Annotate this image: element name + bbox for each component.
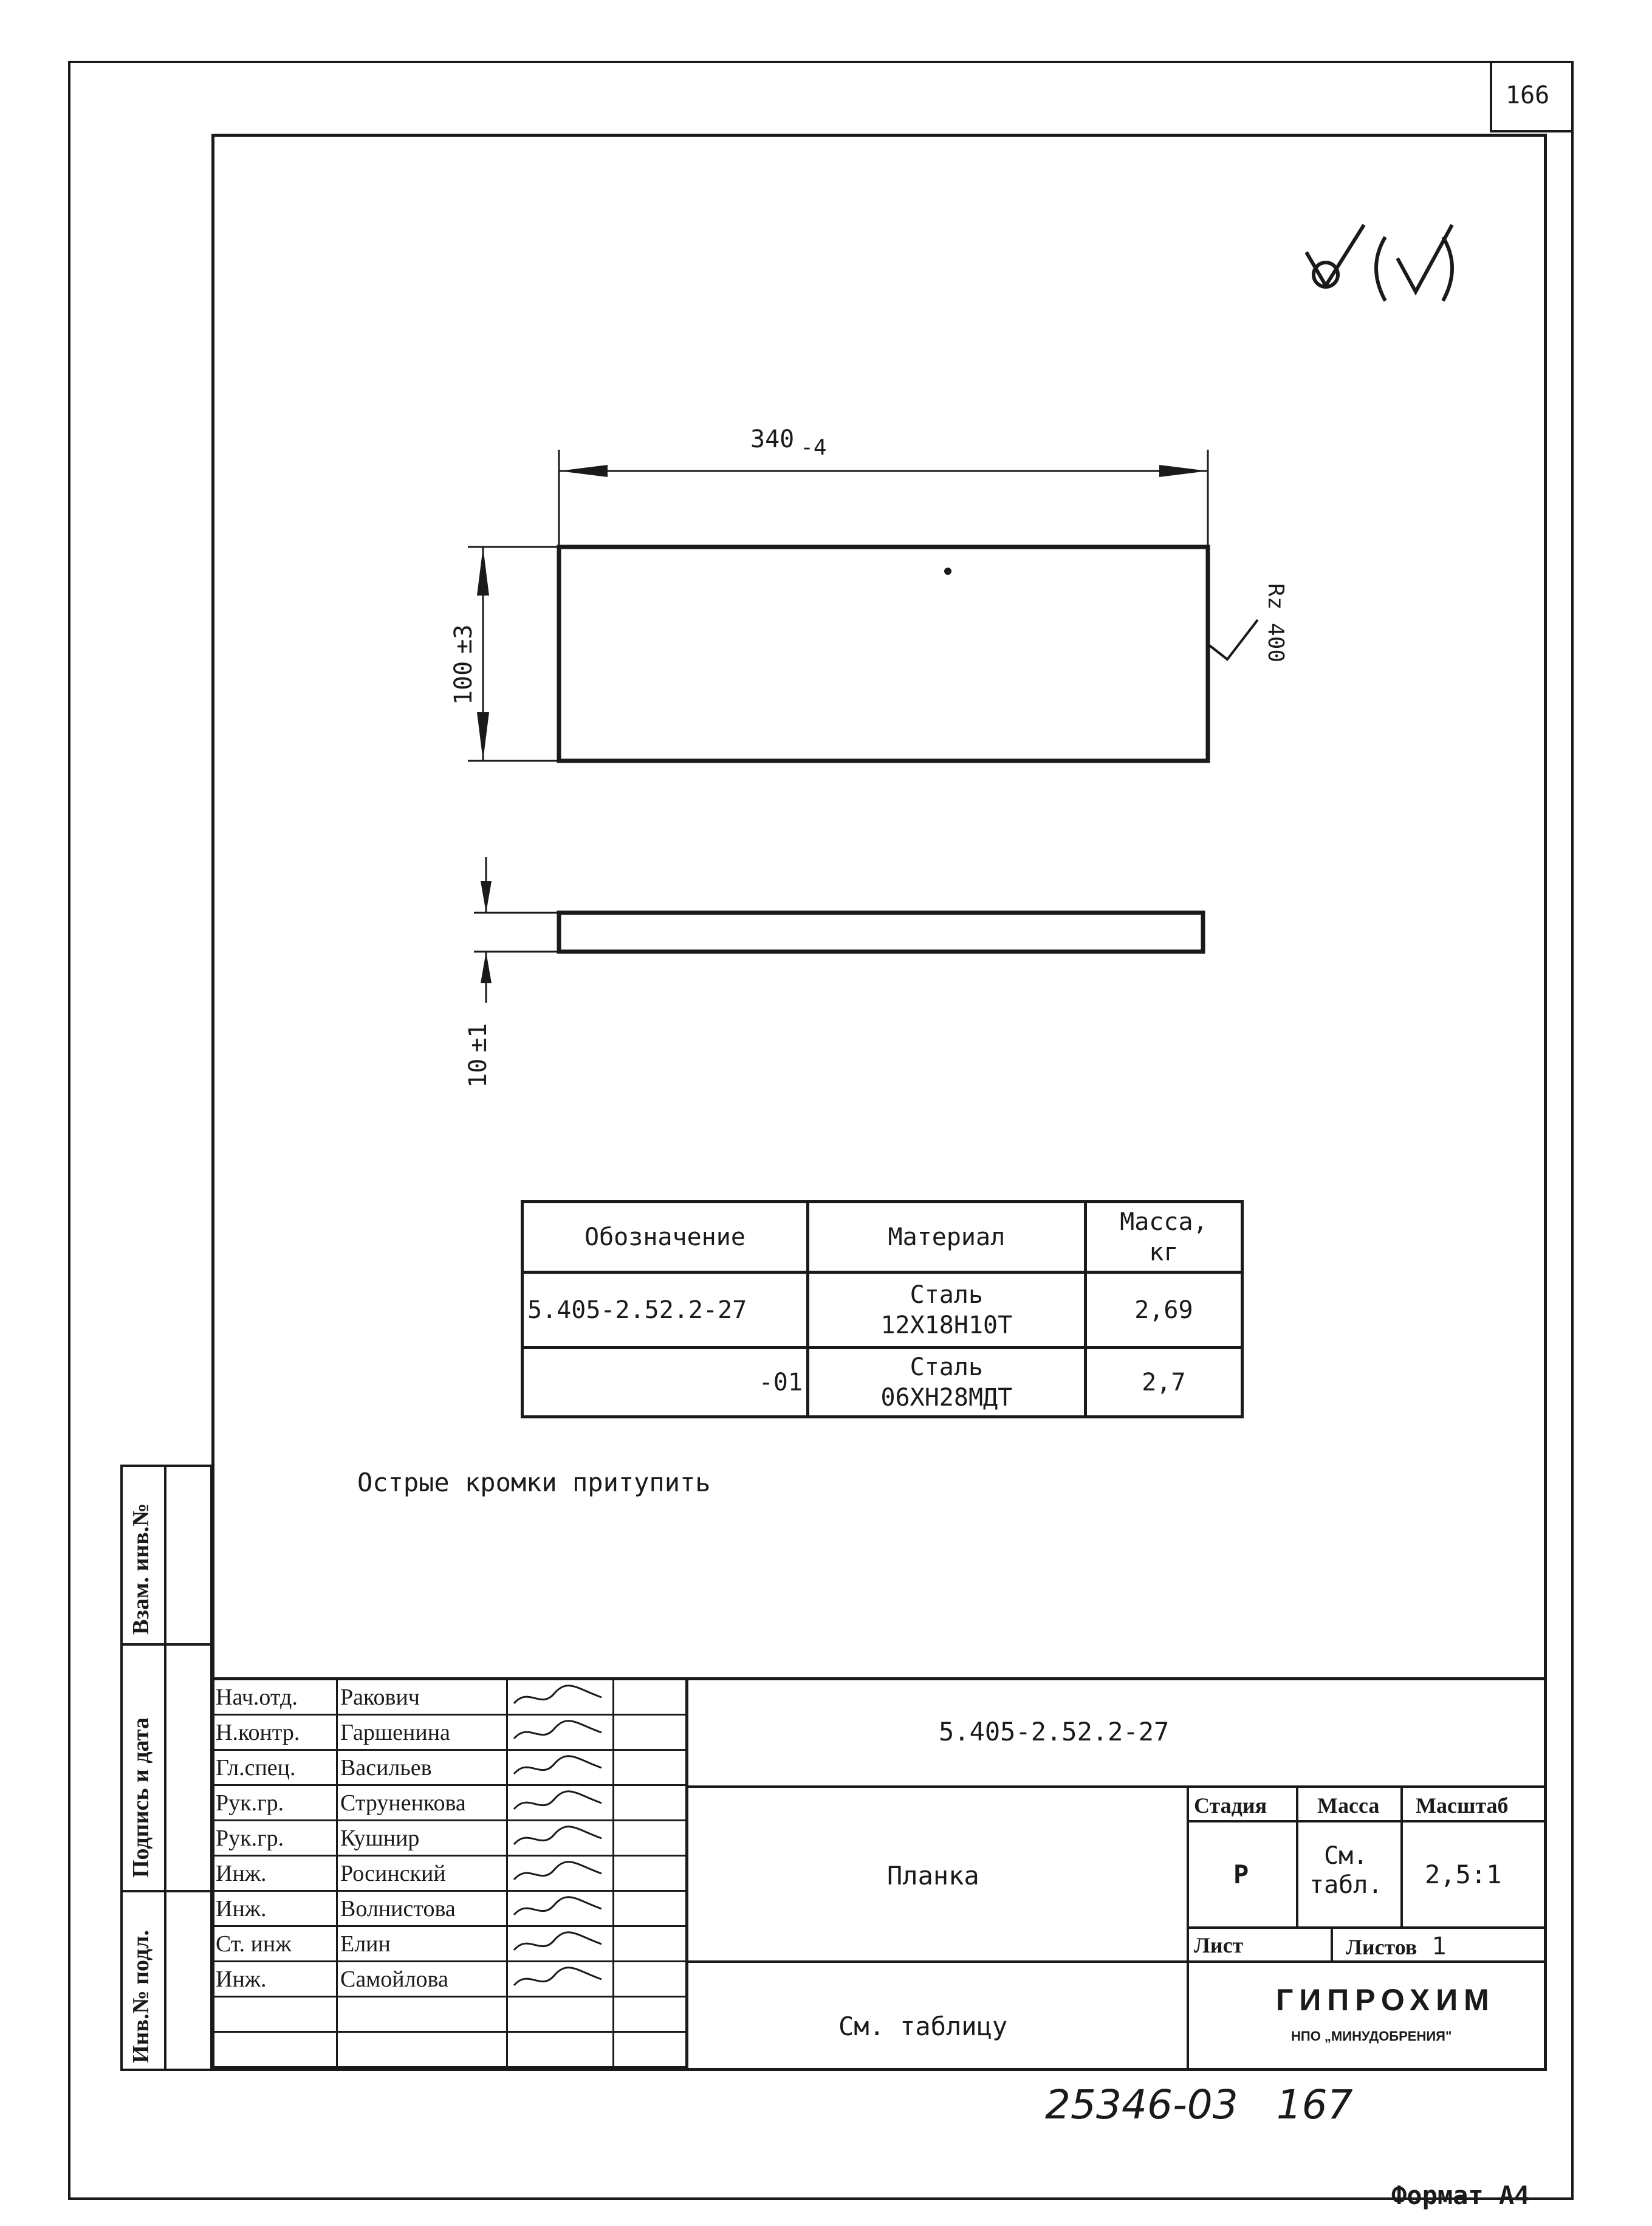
personnel-signature xyxy=(507,1715,614,1750)
personnel-name: Струненкова xyxy=(337,1785,507,1821)
personnel-signature xyxy=(507,1856,614,1891)
table-row xyxy=(213,1926,688,1962)
table-row xyxy=(213,1962,688,1997)
table-row xyxy=(213,1997,688,2032)
roughness-general-symbol xyxy=(1300,201,1482,322)
scale-value: 2,5:1 xyxy=(1425,1860,1502,1889)
personnel-signature xyxy=(507,1962,614,1997)
spec-mass: 2,69 xyxy=(1085,1273,1242,1348)
spec-material: Сталь 06ХН28МДТ xyxy=(807,1348,1085,1417)
personnel-name: Самойлова xyxy=(337,1962,507,1997)
tb-line xyxy=(1187,1926,1547,1929)
personnel-role: Инж. xyxy=(213,1962,337,1997)
length-dimension: 340 -4 xyxy=(750,425,827,460)
personnel-date xyxy=(614,1926,688,1962)
personnel-name: Гаршенина xyxy=(337,1715,507,1750)
width-dimension: 100±3 xyxy=(450,624,478,705)
personnel-role: Ст. инж xyxy=(213,1926,337,1962)
spec-designation: -01 xyxy=(523,1348,808,1417)
table-row xyxy=(213,1856,688,1891)
personnel-date xyxy=(614,1856,688,1891)
personnel-date xyxy=(614,1962,688,1997)
side-stamp-sign-date: Подпись и дата xyxy=(128,1717,154,1878)
personnel-signature xyxy=(507,1750,614,1785)
tb-line xyxy=(1400,1785,1403,1926)
roughness-label: Rz 400 xyxy=(1263,583,1288,663)
spec-header-material: Материал xyxy=(807,1202,1085,1273)
personnel-date xyxy=(614,1715,688,1750)
personnel-signature xyxy=(507,1680,614,1715)
personnel-name: Васильев xyxy=(337,1750,507,1785)
mass-label: Масса xyxy=(1317,1793,1380,1818)
side-stamp-divider xyxy=(120,1890,213,1892)
side-stamp-inv-orig: Инв.№ подл. xyxy=(128,1929,154,2063)
empty-cell xyxy=(507,2032,614,2067)
personnel-role: Рук.гр. xyxy=(213,1821,337,1856)
personnel-name: Росинский xyxy=(337,1856,507,1891)
personnel-name: Волнистова xyxy=(337,1891,507,1926)
empty-cell xyxy=(213,1997,337,2032)
personnel-role: Н.контр. xyxy=(213,1715,337,1750)
page-number: 166 xyxy=(1506,81,1550,109)
personnel-signature xyxy=(507,1891,614,1926)
table-row xyxy=(213,1750,688,1785)
handwritten-archive-number: 25346-03 167 xyxy=(1045,2081,1353,2128)
tb-line xyxy=(1296,1785,1298,1926)
personnel-name: Елин xyxy=(337,1926,507,1962)
personnel-role: Рук.гр. xyxy=(213,1785,337,1821)
side-stamp-divider xyxy=(164,1465,166,2071)
table-row xyxy=(213,1891,688,1926)
org-name: ГИПРОХИМ xyxy=(1276,1983,1495,2017)
spec-designation: 5.405-2.52.2-27 xyxy=(523,1273,808,1348)
table-row xyxy=(213,2032,688,2067)
spec-table xyxy=(521,1200,1244,1418)
spec-header-designation: Обозначение xyxy=(523,1202,808,1273)
personnel-role: Инж. xyxy=(213,1856,337,1891)
personnel-name: Кушнир xyxy=(337,1821,507,1856)
title-designation: 5.405-2.52.2-27 xyxy=(939,1717,1170,1747)
personnel-date xyxy=(614,1680,688,1715)
table-row xyxy=(523,1348,1242,1417)
table-row xyxy=(213,1785,688,1821)
technical-note: Острые кромки притупить xyxy=(357,1468,711,1497)
format-label: Формат А4 xyxy=(1391,2180,1530,2210)
personnel-date xyxy=(614,1785,688,1821)
personnel-date xyxy=(614,1891,688,1926)
material-reference: См. таблицу xyxy=(838,2011,1008,2041)
tb-line xyxy=(685,1785,1547,1788)
spec-header-mass: Масса, кг xyxy=(1085,1202,1242,1273)
table-row xyxy=(213,1715,688,1750)
mass-value: См. табл. xyxy=(1309,1842,1383,1899)
tb-line xyxy=(685,1960,1547,1963)
empty-cell xyxy=(337,2032,507,2067)
plate-side-view xyxy=(462,857,1282,1003)
personnel-table xyxy=(211,1678,688,2068)
personnel-signature xyxy=(507,1821,614,1856)
tb-line xyxy=(1331,1926,1333,1962)
side-stamp-divider xyxy=(120,1643,213,1646)
personnel-name: Ракович xyxy=(337,1680,507,1715)
personnel-role: Гл.спец. xyxy=(213,1750,337,1785)
tb-line xyxy=(1187,1820,1547,1822)
org-subtitle: НПО „МИНУДОБРЕНИЯ" xyxy=(1291,2028,1452,2044)
stage-label: Стадия xyxy=(1194,1793,1267,1818)
empty-cell xyxy=(507,1997,614,2032)
spec-material: Сталь 12Х18Н10Т xyxy=(807,1273,1085,1348)
empty-cell xyxy=(614,1997,688,2032)
table-row xyxy=(523,1273,1242,1348)
personnel-role: Инж. xyxy=(213,1891,337,1926)
thickness-dimension: 10±1 xyxy=(464,1023,492,1088)
sheet-label: Лист xyxy=(1194,1933,1244,1957)
personnel-date xyxy=(614,1821,688,1856)
table-row xyxy=(213,1821,688,1856)
part-name: Планка xyxy=(887,1861,979,1891)
scale-label: Масштаб xyxy=(1416,1793,1509,1818)
side-stamp-zam: Взам. инв.№ xyxy=(128,1503,154,1635)
empty-cell xyxy=(614,2032,688,2067)
personnel-date xyxy=(614,1750,688,1785)
personnel-role: Нач.отд. xyxy=(213,1680,337,1715)
stage-value: Р xyxy=(1233,1860,1249,1889)
personnel-signature xyxy=(507,1785,614,1821)
table-row xyxy=(213,1680,688,1715)
empty-cell xyxy=(213,2032,337,2067)
empty-cell xyxy=(337,1997,507,2032)
spec-mass: 2,7 xyxy=(1085,1348,1242,1417)
personnel-signature xyxy=(507,1926,614,1962)
sheets-label: Листов 1 xyxy=(1346,1932,1447,1960)
plate-front-view xyxy=(425,425,1306,802)
